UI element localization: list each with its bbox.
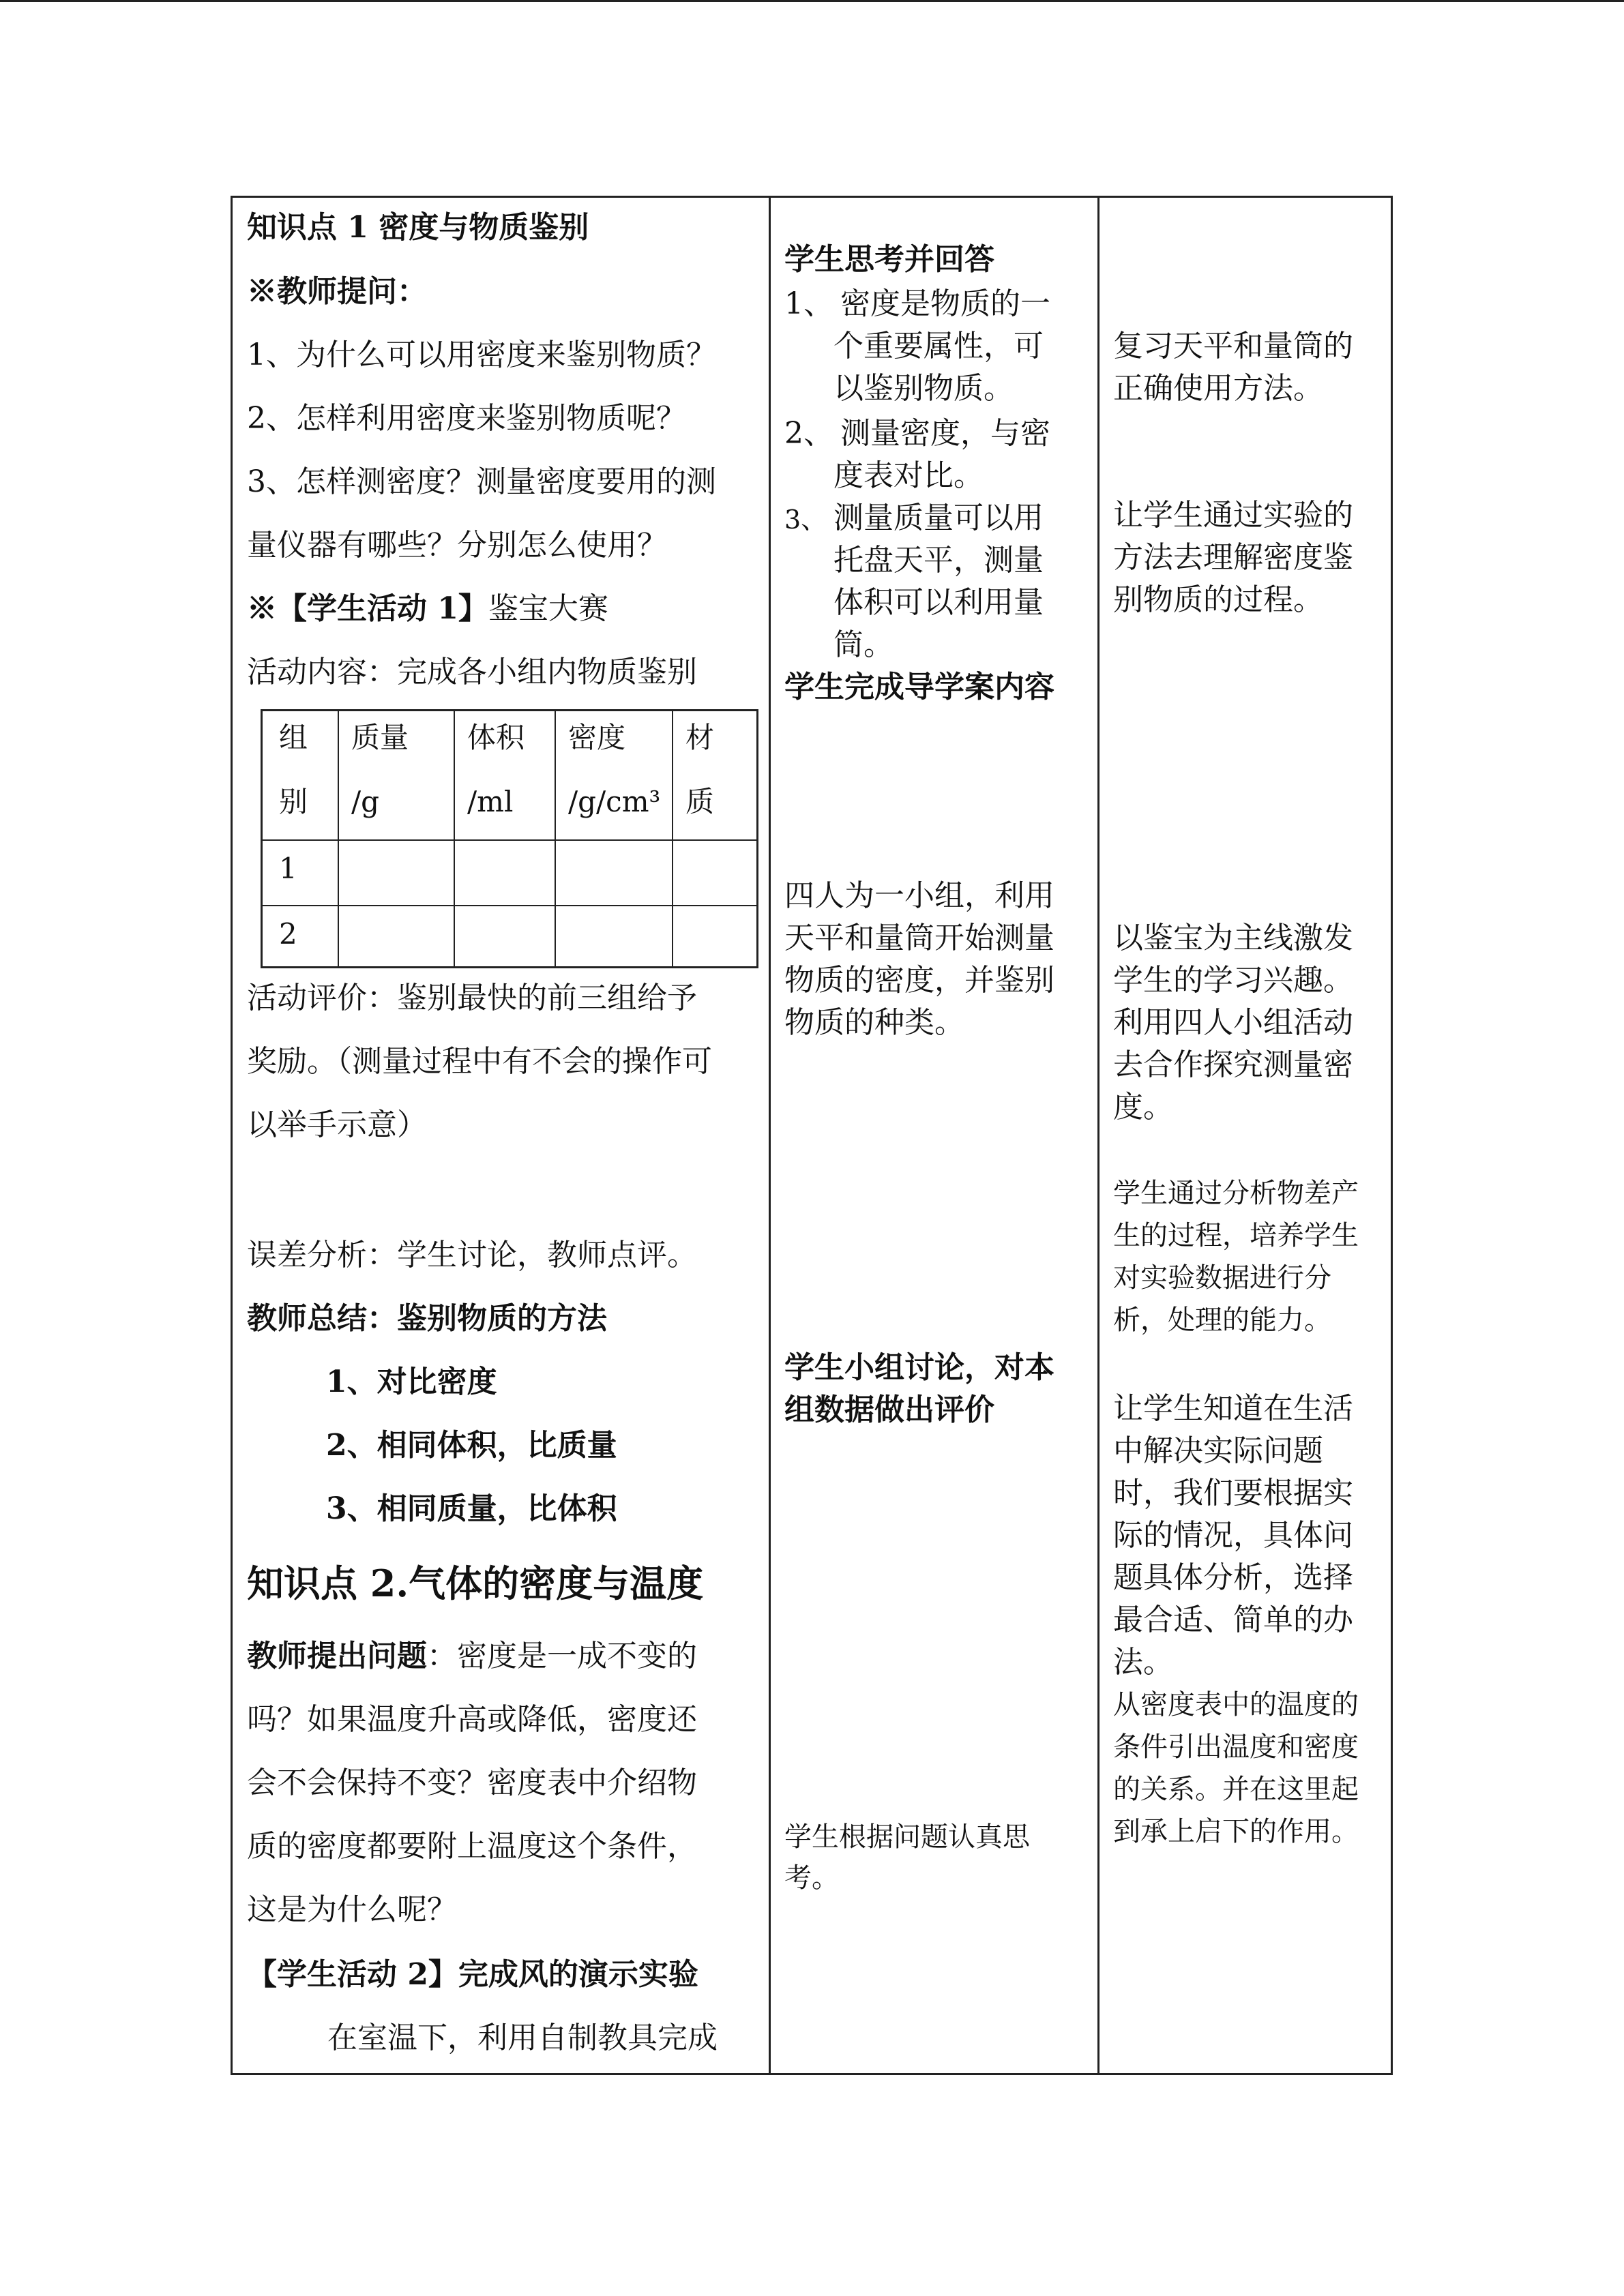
answer-1-number: 1、: [784, 286, 833, 321]
table-row-1-label: 1: [279, 852, 297, 885]
answer-3-number: 3、: [784, 505, 827, 535]
header-group-l1: 组: [279, 721, 308, 754]
table-col-divider: [555, 711, 556, 966]
table-col-divider: [338, 711, 339, 966]
purpose-3-line-5: 度。: [1113, 1090, 1173, 1124]
guide-task: 学生完成导学案内容: [784, 670, 1054, 704]
answer-1-line-1: 密度是物质的一: [840, 286, 1050, 321]
purpose-5-line-2: 中解决实际问题: [1113, 1433, 1323, 1468]
knowledge-point-2-title: 知识点 2.气体的密度与温度: [247, 1562, 704, 1605]
knowledge-point-1-title: 知识点 1 密度与物质鉴别: [247, 210, 589, 245]
header-group-l2: 别: [279, 785, 308, 818]
purpose-4-line-1: 学生通过分析物差产: [1113, 1178, 1359, 1209]
activity-1-prefix: ※【学生活动 1】: [247, 591, 488, 626]
student-think-2-line-2: 考。: [784, 1862, 839, 1894]
activity-1-name: 鉴宝大赛: [488, 591, 608, 626]
purpose-5-line-3: 时，我们要根据实: [1113, 1476, 1353, 1510]
evaluation-line-1: 活动评价：鉴别最快的前三组给予: [247, 981, 697, 1015]
teacher-question-line-4: 质的密度都要附上温度这个条件，: [247, 1829, 697, 1864]
table-row-divider: [263, 905, 756, 906]
evaluation-line-3: 以举手示意）: [247, 1107, 427, 1142]
teacher-question-line-1: [247, 1639, 697, 1675]
evaluation-line-2: 奖励。（测量过程中有不会的操作可: [247, 1044, 712, 1079]
purpose-6-line-2: 条件引出温度和密度: [1113, 1731, 1359, 1763]
purpose-3-line-4: 去合作探究测量密: [1113, 1047, 1353, 1082]
error-analysis: 误差分析：学生讨论，教师点评。: [247, 1238, 697, 1272]
purpose-6-line-3: 的关系。并在这里起: [1113, 1774, 1359, 1805]
purpose-4-line-4: 析，处理的能力。: [1113, 1304, 1331, 1336]
measurement-table: [261, 709, 758, 968]
summary-item-2: 2、相同体积，比质量: [326, 1428, 617, 1463]
group-discussion-line-1: 学生小组讨论，对本: [784, 1350, 1054, 1385]
header-mass-l2: /g: [351, 785, 380, 818]
answer-2-line-1: 测量密度，与密: [840, 416, 1050, 451]
student-think-title: 学生思考并回答: [784, 242, 994, 277]
teacher-question-label: 教师提出问题: [247, 1639, 427, 1673]
teacher-question-text: ：密度是一成不变的: [427, 1639, 697, 1673]
answer-2-number: 2、: [784, 416, 833, 451]
activity-2-text: 在室温下，利用自制教具完成: [327, 2021, 718, 2055]
group-discussion-line-2: 组数据做出评价: [784, 1392, 994, 1427]
header-volume-l1: 体积: [467, 721, 525, 754]
activity-1-heading: [247, 591, 608, 627]
group-activity-line-1: 四人为一小组，利用: [784, 878, 1054, 913]
purpose-6-line-1: 从密度表中的温度的: [1113, 1689, 1359, 1720]
purpose-3-line-2: 学生的学习兴趣。: [1113, 963, 1353, 998]
answer-3-line-3: 体积可以利用量: [833, 585, 1044, 620]
table-col-divider: [672, 711, 673, 966]
header-volume-l2: /ml: [467, 785, 514, 818]
question-3-line-2: 量仪器有哪些？分别怎么使用？: [247, 528, 667, 563]
purpose-5-line-6: 最合适、简单的办: [1113, 1602, 1353, 1637]
answer-1-line-3: 以鉴别物质。: [833, 371, 1014, 406]
summary-item-3: 3、相同质量，比体积: [326, 1491, 617, 1526]
answer-2-line-2: 度表对比。: [833, 458, 984, 493]
purpose-2-line-1: 让学生通过实验的: [1113, 498, 1353, 533]
purpose-5-line-5: 题具体分析，选择: [1113, 1560, 1353, 1595]
answer-1-line-2: 个重要属性，可: [833, 329, 1044, 363]
answer-3-line-1: 测量质量可以用: [833, 501, 1044, 535]
teacher-question-line-5: 这是为什么呢？: [247, 1892, 457, 1927]
teacher-ask-label: ※教师提问：: [247, 274, 427, 309]
purpose-5-line-7: 法。: [1113, 1645, 1173, 1680]
purpose-5-line-4: 际的情况，具体问: [1113, 1518, 1353, 1553]
table-col-divider: [454, 711, 455, 966]
student-think-2-line-1: 学生根据问题认真思: [784, 1821, 1030, 1853]
question-3-line-1: 3、怎样测密度？测量密度要用的测: [247, 464, 716, 499]
purpose-4-line-2: 生的过程，培养学生: [1113, 1220, 1359, 1251]
group-activity-line-4: 物质的种类。: [784, 1005, 964, 1040]
group-activity-line-3: 物质的密度，并鉴别: [784, 963, 1054, 998]
header-mass-l1: 质量: [351, 721, 409, 754]
purpose-1-line-1: 复习天平和量筒的: [1113, 329, 1353, 363]
column-divider: [1097, 198, 1099, 2073]
question-2: 2、怎样利用密度来鉴别物质呢？: [247, 401, 686, 436]
purpose-3-line-1: 以鉴宝为主线激发: [1113, 921, 1353, 955]
answer-3-line-4: 筒。: [833, 627, 894, 662]
purpose-6-line-4: 到承上启下的作用。: [1113, 1816, 1359, 1847]
purpose-5-line-1: 让学生知道在生活: [1113, 1391, 1353, 1426]
purpose-3-line-3: 利用四人小组活动: [1113, 1005, 1353, 1040]
purpose-2-line-3: 别物质的过程。: [1113, 582, 1323, 617]
table-row-divider: [263, 839, 756, 841]
question-1: 1、为什么可以用密度来鉴别物质？: [247, 338, 716, 372]
purpose-4-line-3: 对实验数据进行分: [1113, 1262, 1331, 1294]
activity-1-content: 活动内容：完成各小组内物质鉴别: [247, 655, 697, 689]
answer-3-line-2: 托盘天平，测量: [833, 543, 1044, 578]
group-activity-line-2: 天平和量筒开始测量: [784, 921, 1054, 955]
table-row-2-label: 2: [279, 917, 297, 951]
purpose-2-line-2: 方法去理解密度鉴: [1113, 540, 1353, 575]
purpose-1-line-2: 正确使用方法。: [1113, 371, 1323, 406]
header-material-l2: 质: [685, 785, 715, 818]
summary-item-1: 1、对比密度: [326, 1365, 497, 1399]
header-material-l1: 材: [685, 721, 715, 754]
activity-2-heading: 【学生活动 2】完成风的演示实验: [247, 1957, 698, 1992]
page-top-border: [0, 0, 1624, 2]
column-divider: [769, 198, 771, 2073]
teacher-question-line-2: 吗？如果温度升高或降低，密度还: [247, 1702, 697, 1737]
header-density-l1: 密度: [568, 721, 626, 754]
teacher-question-line-3: 会不会保持不变？密度表中介绍物: [247, 1765, 697, 1800]
teacher-summary-title: 教师总结：鉴别物质的方法: [247, 1301, 607, 1336]
header-density-l2: /g/cm³: [568, 785, 661, 818]
